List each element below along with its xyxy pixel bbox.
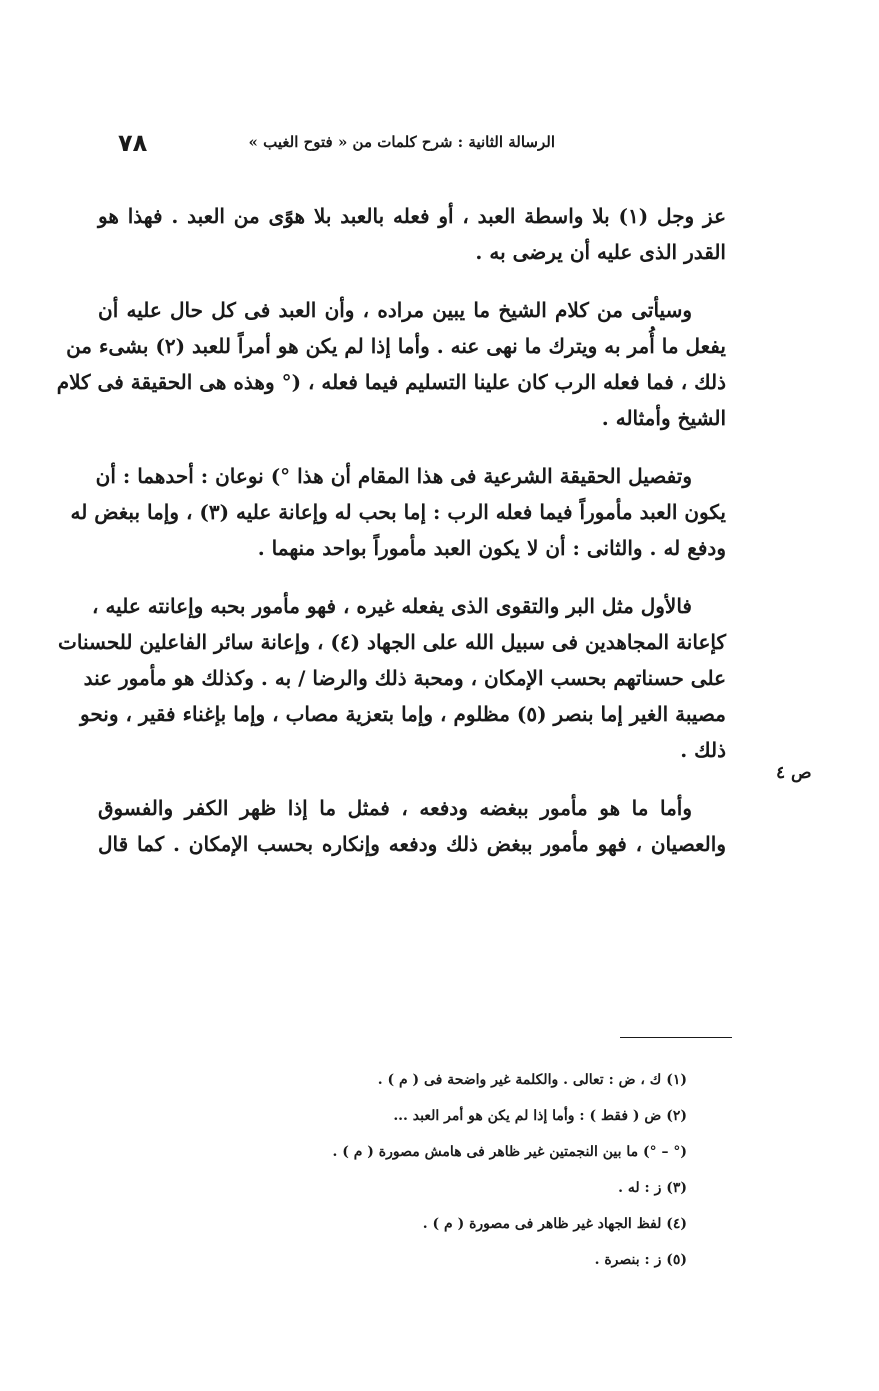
text-line: الشيخ وأمثاله .: [601, 406, 726, 430]
footnote: (٥) ز : بنصرة .: [594, 1252, 687, 1268]
text-line: القدر الذى عليه أن يرضى به .: [475, 240, 726, 264]
footnote-divider: [620, 1037, 732, 1038]
page-number: ٧٨: [118, 129, 148, 157]
text-line: والعصيان ، فهو مأمور ببغض ذلك ودفعه وإنكاره بحسب الإمكان . كما قال: [98, 832, 726, 856]
text-line: فالأول مثل البر والتقوى الذى يفعله غيره ، فهو مأمور بحبه وإعانته عليه ،: [92, 594, 692, 618]
body-text: [56, 198, 727, 884]
text-line: ودفع له . والثانى : أن لا يكون العبد مأموراً بواحد منهما .: [257, 536, 726, 560]
text-line: كإعانة المجاهدين فى سبيل الله على الجهاد (٤) ، وإعانة سائر الفاعلين للحسنات: [58, 630, 726, 654]
footnote: (٢) ض ( فقط ) : وأما إذا لم يكن هو أمر العبد ...: [393, 1108, 687, 1124]
paragraph: [56, 292, 726, 436]
paragraph: [98, 790, 726, 862]
text-line: مصيبة الغير إما بنصر (٥) مظلوم ، وإما بتعزية مصاب ، وإما بإغناء فقير ، ونحو: [80, 702, 726, 726]
text-line: على حسناتهم بحسب الإمكان ، ومحبة ذلك والرضا / به . وكذلك هو مأمور عند: [83, 666, 726, 690]
paragraph: [98, 198, 726, 270]
footnote: (٣) ز : له .: [618, 1180, 687, 1196]
text-line: وسيأتى من كلام الشيخ ما يبين مراده ، وأن العبد فى كل حال عليه أن: [98, 298, 692, 322]
running-header: [110, 129, 725, 163]
running-title: الرسالة الثانية : شرح كلمات من « فتوح الغيب »: [248, 133, 555, 151]
text-line: يفعل ما أُمر به ويترك ما نهى عنه . وأما إذا لم يكن هو أمراً للعبد (٢) بشىء من: [66, 334, 726, 358]
text-line: يكون العبد مأموراً فيما فعله الرب : إما بحب له وإعانة عليه (٣) ، وإما ببغض له: [70, 500, 726, 524]
footnotes: [332, 1068, 687, 1284]
text-line: وتفصيل الحقيقة الشرعية فى هذا المقام أن هذا °) نوعان : أحدهما : أن: [95, 464, 692, 488]
footnote: (٤) لفظ الجهاد غير ظاهر فى مصورة ( م ) .: [422, 1216, 687, 1232]
text-line: ذلك ، فما فعله الرب كان علينا التسليم فيما فعله ، (° وهذه هى الحقيقة فى كلام: [56, 370, 726, 394]
paragraph: [70, 458, 726, 566]
footnote: (° – °) ما بين النجمتين غير ظاهر فى هامش مصورة ( م ) .: [332, 1144, 687, 1160]
text-line: وأما ما هو مأمور ببغضه ودفعه ، فمثل ما إذا ظهر الكفر والفسوق: [98, 796, 692, 820]
text-line: عز وجل (١) بلا واسطة العبد ، أو فعله بالعبد بلا هوًى من العبد . فهذا هو: [98, 204, 727, 228]
margin-page-reference: ص ٤: [776, 763, 812, 783]
footnote: (١) ك ، ض : تعالى . والكلمة غير واضحة فى ( م ) .: [377, 1072, 687, 1088]
paragraph: [58, 588, 726, 768]
text-line: ذلك .: [680, 738, 726, 762]
